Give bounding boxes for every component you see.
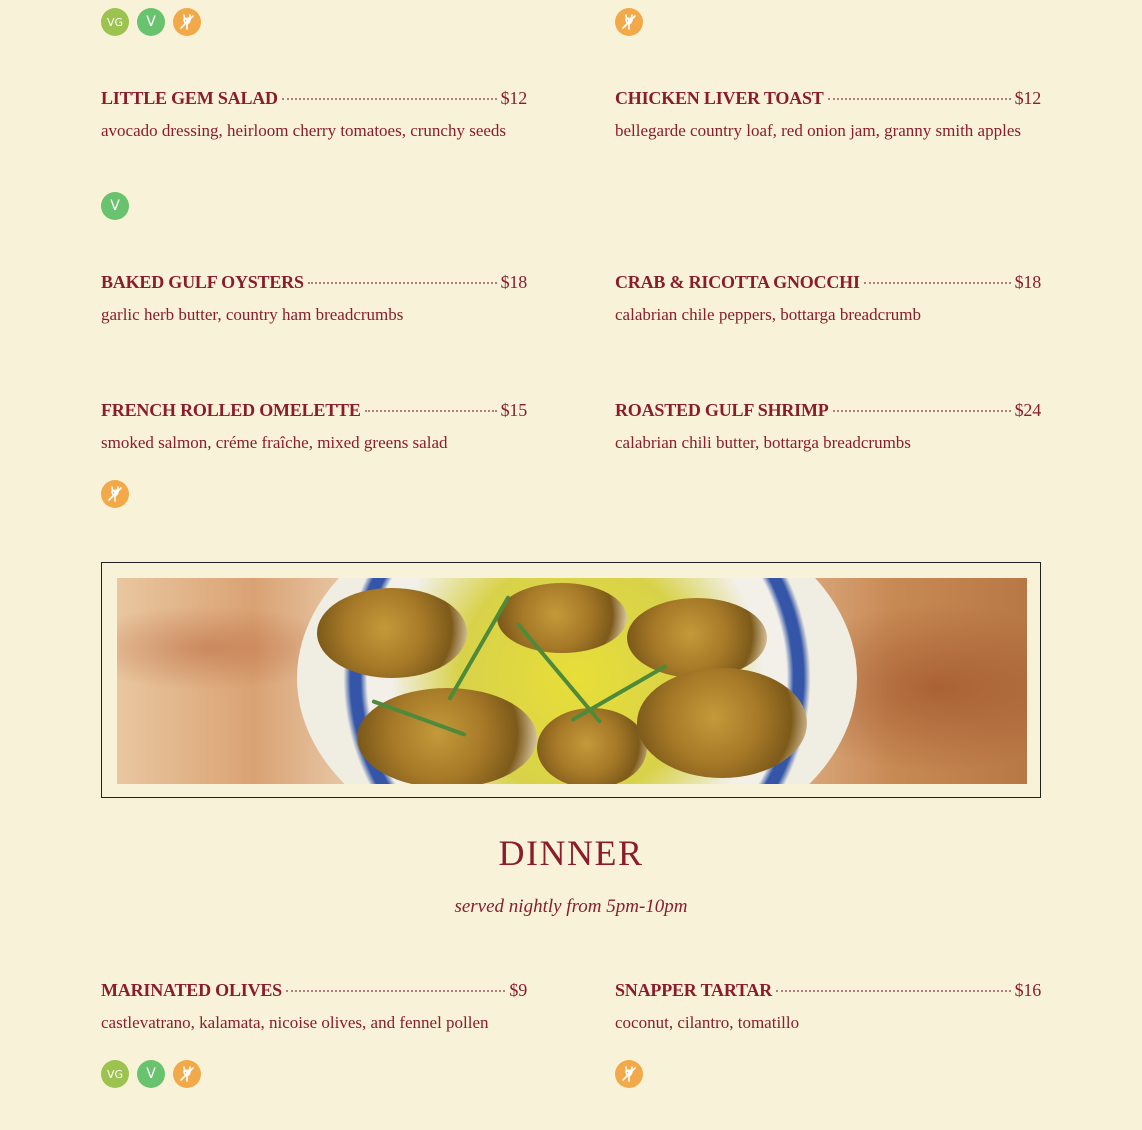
item-price: $18	[1014, 272, 1041, 292]
menu-item	[101, 400, 527, 455]
vegetarian-icon: V	[137, 8, 165, 36]
vegan-icon: VG	[101, 1060, 129, 1088]
gluten-free-icon	[173, 1060, 201, 1088]
item-name: CRAB & RICOTTA GNOCCHI	[615, 272, 860, 292]
top-left-badges	[101, 8, 201, 36]
menu-item	[101, 272, 527, 327]
top-right-badges	[615, 8, 643, 36]
item-price: $9	[509, 980, 527, 1000]
oyster-shape	[537, 708, 647, 784]
item-name: SNAPPER TARTAR	[615, 980, 773, 1000]
item-description: calabrian chile peppers, bottarga breadcrumb	[615, 305, 922, 324]
item-name: CHICKEN LIVER TOAST	[615, 88, 824, 108]
gluten-free-icon	[615, 8, 643, 36]
item-price: $12	[500, 88, 527, 108]
item-description: bellegarde country loaf, red onion jam, granny smith apples	[615, 121, 1021, 140]
item-description: garlic herb butter, country ham breadcrumbs	[101, 305, 404, 324]
item-price: $12	[1014, 88, 1041, 108]
item-price: $18	[500, 272, 527, 292]
oyster-shape	[627, 598, 767, 678]
item-description: castlevatrano, kalamata, nicoise olives, and fennel pollen	[101, 1013, 489, 1032]
item-name: ROASTED GULF SHRIMP	[615, 400, 829, 420]
item-name: BAKED GULF OYSTERS	[101, 272, 304, 292]
section-title: DINNER	[498, 833, 644, 873]
item-description: smoked salmon, créme fraîche, mixed greens salad	[101, 433, 448, 452]
oyster-shape	[637, 668, 807, 778]
dot-leader	[833, 410, 1011, 412]
dot-leader	[286, 990, 505, 992]
section-subtitle: served nightly from 5pm-10pm	[454, 896, 688, 917]
menu-item	[101, 980, 527, 1035]
dot-leader	[776, 990, 1011, 992]
item-description: avocado dressing, heirloom cherry tomatoes, crunchy seeds	[101, 121, 507, 140]
dot-leader	[282, 98, 497, 100]
item-name: FRENCH ROLLED OMELETTE	[101, 400, 361, 420]
item-badges	[101, 480, 129, 508]
dot-leader	[828, 98, 1011, 100]
vegan-icon: VG	[101, 8, 129, 36]
gluten-free-icon	[173, 8, 201, 36]
dot-leader	[365, 410, 497, 412]
item-description: coconut, cilantro, tomatillo	[615, 1013, 800, 1032]
item-badges	[101, 1060, 201, 1088]
item-badges	[615, 1060, 643, 1088]
menu-item	[615, 980, 1041, 1035]
vegetarian-icon: V	[101, 192, 129, 220]
oyster-shape	[317, 588, 467, 678]
oysters-photo	[117, 578, 1027, 784]
gluten-free-icon	[615, 1060, 643, 1088]
menu-item	[615, 88, 1041, 143]
item-badges	[101, 192, 129, 220]
item-description: calabrian chili butter, bottarga breadcrumbs	[615, 433, 911, 452]
item-price: $16	[1014, 980, 1041, 1000]
item-price: $15	[500, 400, 527, 420]
item-name: LITTLE GEM SALAD	[101, 88, 278, 108]
menu-item	[615, 400, 1041, 455]
item-price: $24	[1014, 400, 1041, 420]
menu-item	[615, 272, 1041, 327]
menu-item	[101, 88, 527, 143]
dot-leader	[864, 282, 1011, 284]
oyster-shape	[497, 583, 627, 653]
dot-leader	[308, 282, 497, 284]
vegetarian-icon: V	[137, 1060, 165, 1088]
banner-frame	[101, 562, 1041, 798]
item-name: MARINATED OLIVES	[101, 980, 282, 1000]
gluten-free-icon	[101, 480, 129, 508]
